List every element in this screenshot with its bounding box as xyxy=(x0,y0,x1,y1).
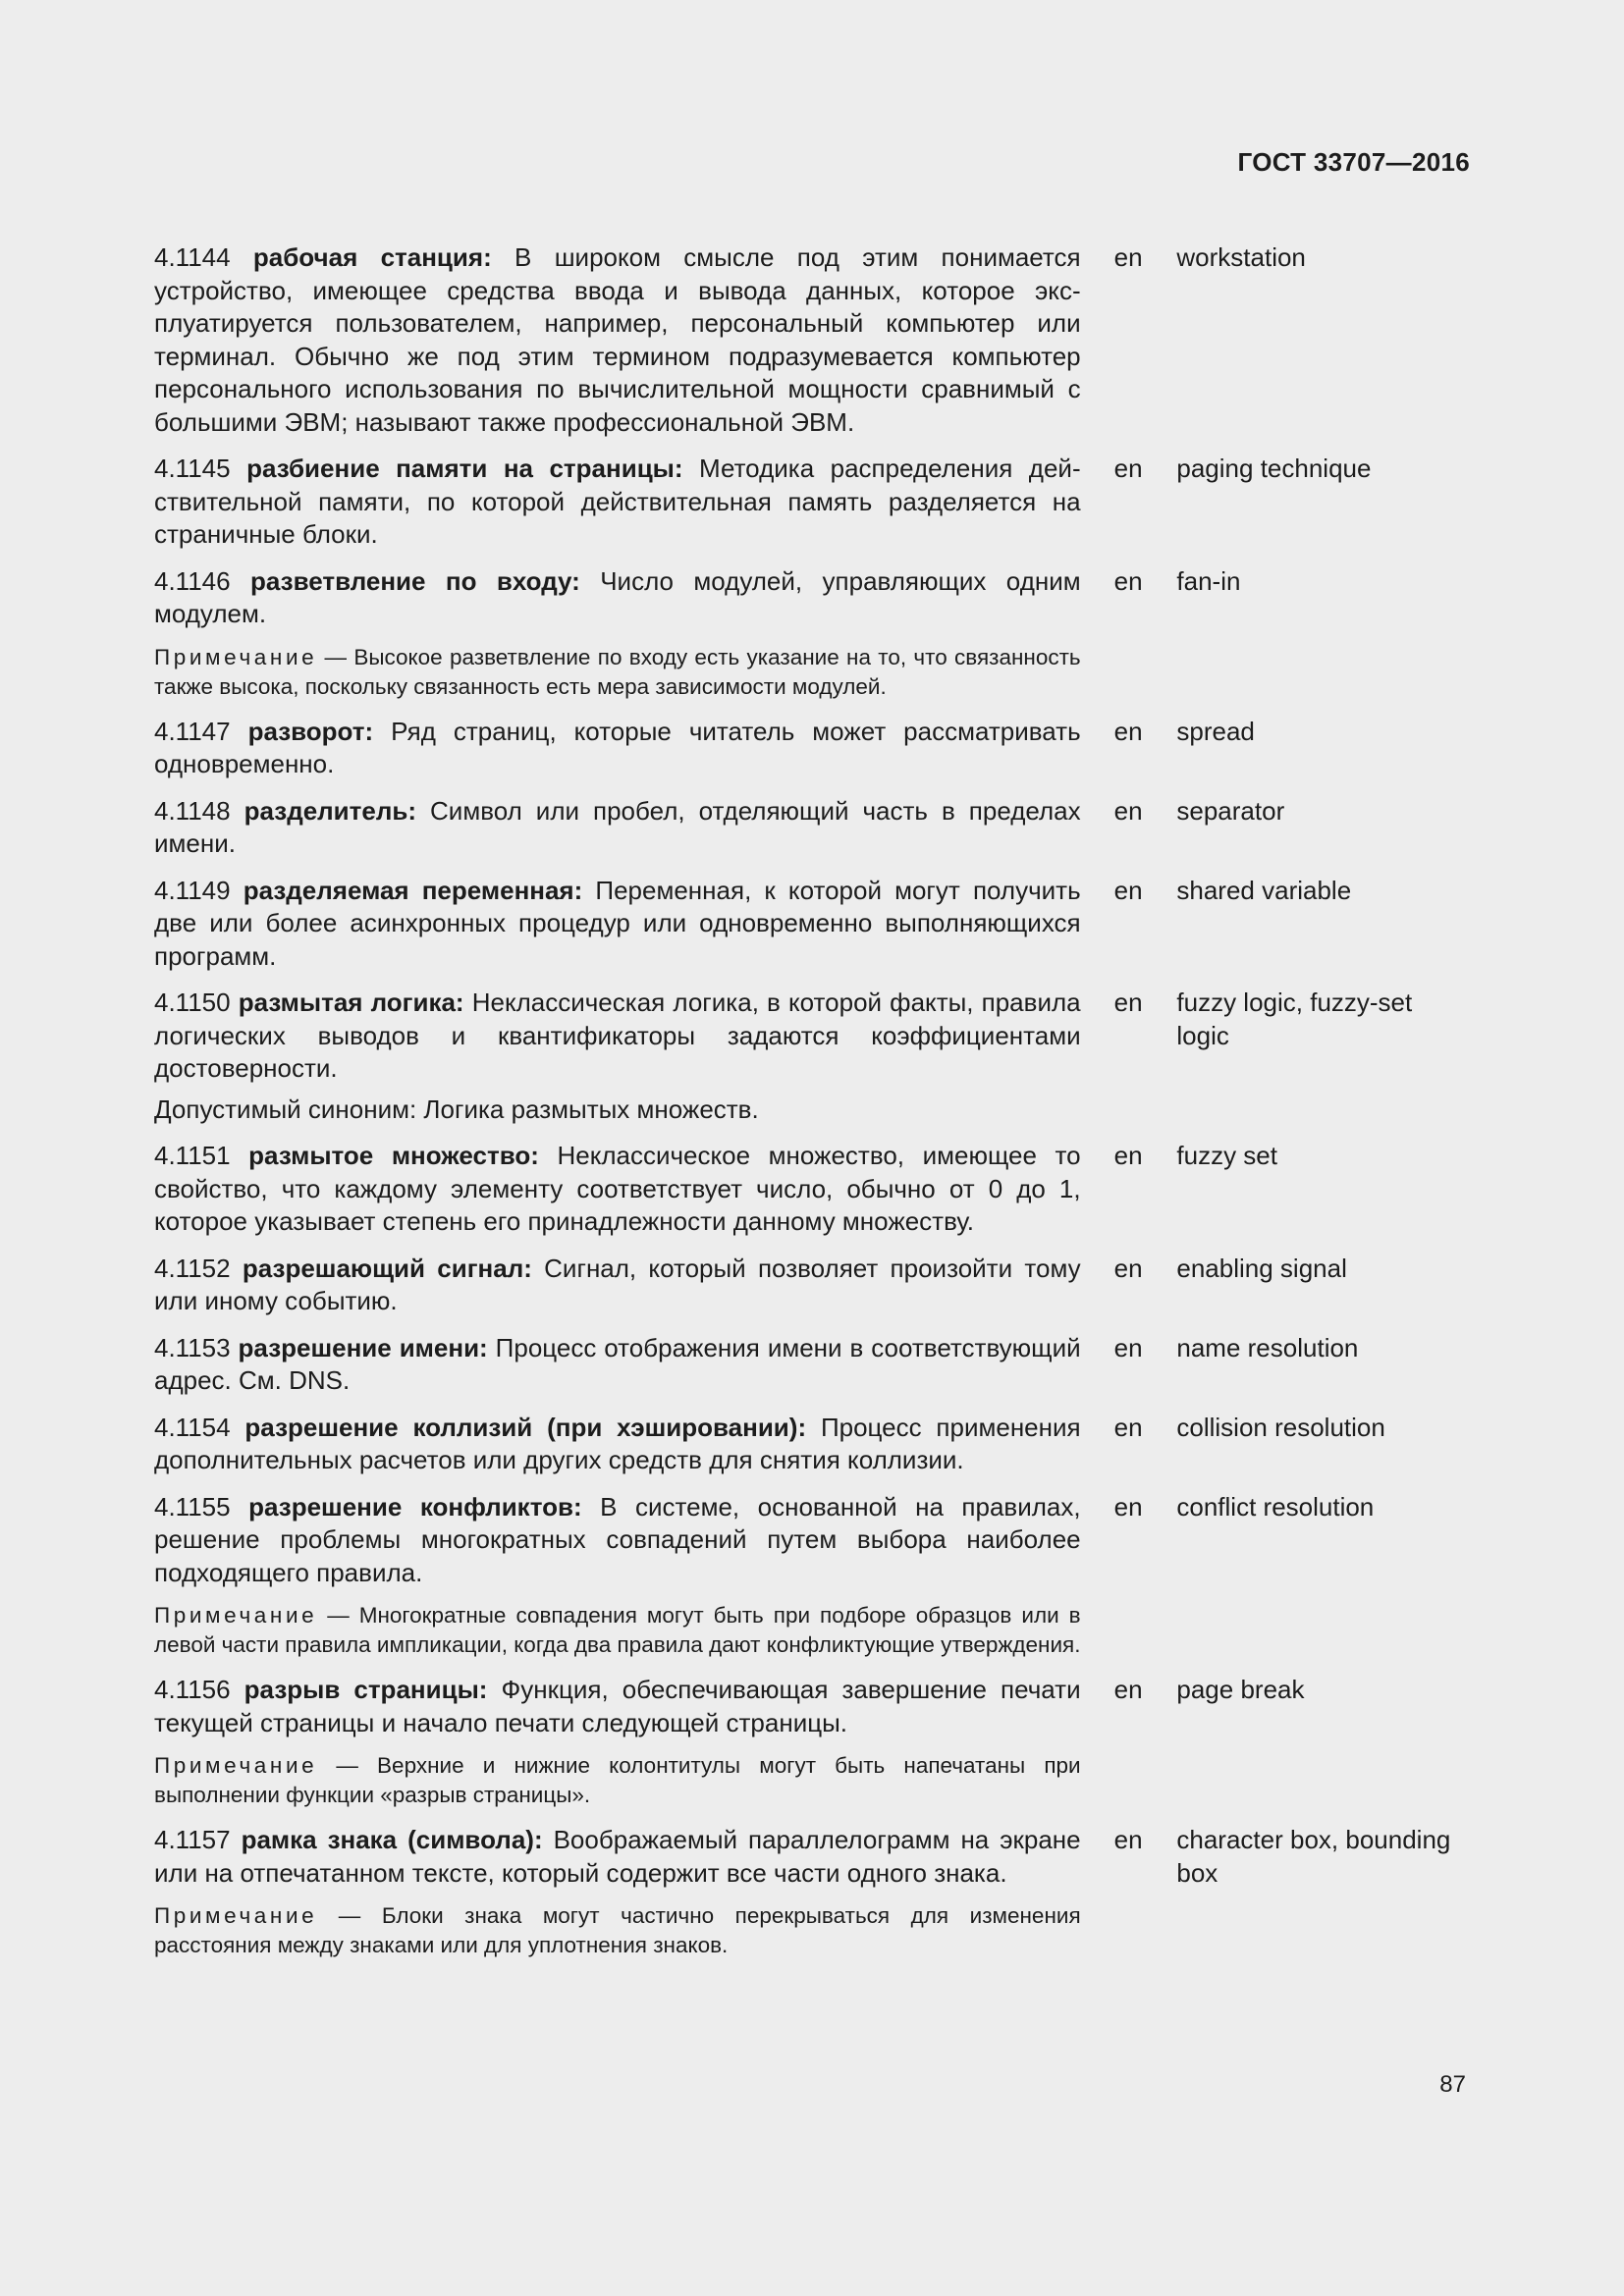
definition-text: Процесс отображения имени в соответствующий адрес. См. DNS. xyxy=(154,1332,1081,1395)
language-code: en xyxy=(1113,875,1143,905)
term-entry xyxy=(154,1332,1470,1398)
definition-text: Символ или пробел, отделяющий часть в пределах имени. xyxy=(154,795,1081,858)
note xyxy=(154,1601,1081,1660)
term-definition-block xyxy=(154,453,1081,552)
definition-text: Неклассическое множество, имеющее то свойство, что каждому элементу соответствует число, обычно от 0 до 1, которое указывает степень его принадлежности данному множеству. xyxy=(154,1141,1081,1236)
term-name: разрыв страницы: xyxy=(244,1675,488,1704)
note-text: — Высокое разветвление по входу есть указание на то, что связанность также высока, поскольку связанность есть мера зависимости модулей. xyxy=(154,644,1081,699)
term-number: 4.1157 xyxy=(154,1825,231,1854)
note-label: Примечание xyxy=(154,1753,318,1778)
term-name: рамка знака (символа): xyxy=(241,1825,543,1854)
term-entry xyxy=(154,1253,1470,1318)
term-name: разбиение памяти на страницы: xyxy=(246,454,683,483)
term-definition-block xyxy=(154,565,1081,702)
term-definition-block xyxy=(154,875,1081,974)
term-number: 4.1147 xyxy=(154,716,231,746)
english-equivalent: fuzzy set xyxy=(1176,1141,1277,1170)
term-number: 4.1146 xyxy=(154,565,231,596)
language-code: en xyxy=(1113,716,1143,746)
english-equivalent: shared variable xyxy=(1176,875,1352,905)
english-equivalent: fuzzy logic, fuzzy-set logic xyxy=(1176,988,1413,1050)
definition-text: Процесс применения дополнительных расчетов или других средств для снятия коллизии. xyxy=(154,1412,1081,1474)
language-code: en xyxy=(1113,1412,1143,1442)
term-entry xyxy=(154,1824,1470,1960)
english-equivalent: workstation xyxy=(1176,242,1306,272)
english-equivalent: name resolution xyxy=(1176,1332,1359,1362)
english-equivalent: character box, bounding box xyxy=(1176,1825,1451,1888)
note-label: Примечание xyxy=(154,1903,318,1928)
term-entry xyxy=(154,1412,1470,1477)
definition-text: Переменная, к которой могут получить две или более асинхронных процедур или одновременно выполняющихся программ. xyxy=(154,875,1081,971)
definition-paragraph xyxy=(154,987,1081,1086)
language-code: en xyxy=(1113,1675,1143,1704)
term-definition-block xyxy=(154,241,1081,439)
definition-text: Функция, обеспечивающая завершение печати текущей страницы и начало печати следующей страницы. xyxy=(154,1675,1081,1737)
term-name: разделяемая переменная: xyxy=(243,875,583,905)
term-name: размытая логика: xyxy=(238,988,464,1017)
term-name: разделитель: xyxy=(244,795,417,826)
term-entry xyxy=(154,453,1470,552)
definition-paragraph xyxy=(154,1491,1081,1590)
language-code: en xyxy=(1113,1253,1143,1283)
definition-paragraph xyxy=(154,1412,1081,1477)
definition-text: Ряд страниц, которые читатель может рассматривать одновременно. xyxy=(154,716,1081,778)
english-equivalent: separator xyxy=(1176,795,1285,826)
definition-text: Неклассическая логика, в которой факты, правила логических выводов и квантификаторы задаются коэффициентами достоверности. xyxy=(154,988,1081,1083)
note xyxy=(154,643,1081,702)
definition-paragraph xyxy=(154,875,1081,974)
page-number: 87 xyxy=(1439,2071,1466,2098)
definition-text: Методика распределения действительной памяти, по которой действительная память разделяется на страничные блоки. xyxy=(154,454,1081,549)
term-entry xyxy=(154,716,1470,781)
term-number: 4.1152 xyxy=(154,1253,231,1283)
english-equivalent: paging technique xyxy=(1176,454,1372,483)
language-code: en xyxy=(1113,795,1143,826)
note-text: — Верхние и нижние колонтитулы могут быть напечатаны при выполнении функции «разрыв страницы». xyxy=(154,1753,1081,1807)
english-equivalent: page break xyxy=(1176,1675,1305,1704)
english-equivalent: conflict resolution xyxy=(1176,1491,1375,1522)
language-code: en xyxy=(1113,988,1143,1017)
terms-list xyxy=(154,241,1470,1960)
term-name: разрешение конфликтов: xyxy=(248,1491,582,1522)
term-number: 4.1151 xyxy=(154,1141,231,1170)
term-definition-block xyxy=(154,795,1081,861)
term-name: разрешение коллизий (при хэшировании): xyxy=(244,1412,807,1442)
standard-header: ГОСТ 33707—2016 xyxy=(1237,147,1470,177)
term-definition-block xyxy=(154,1140,1081,1239)
language-code: en xyxy=(1113,454,1143,483)
definition-paragraph xyxy=(154,1253,1081,1318)
term-entry xyxy=(154,875,1470,974)
definition-paragraph xyxy=(154,1332,1081,1398)
term-name: размытое множество: xyxy=(248,1141,539,1170)
term-definition-block xyxy=(154,1491,1081,1661)
note-label: Примечание xyxy=(154,1603,318,1628)
definition-text: Число модулей, управляющих одним модулем. xyxy=(154,565,1081,628)
language-code: en xyxy=(1113,565,1143,596)
definition-text: Сигнал, который позволяет произойти тому или иному событию. xyxy=(154,1253,1081,1315)
term-number: 4.1145 xyxy=(154,454,231,483)
definition-paragraph xyxy=(154,716,1081,781)
english-equivalent: collision resolution xyxy=(1176,1412,1385,1442)
term-entry xyxy=(154,565,1470,702)
language-code: en xyxy=(1113,1825,1143,1854)
definition-paragraph xyxy=(154,453,1081,552)
language-code: en xyxy=(1113,1141,1143,1170)
note xyxy=(154,1751,1081,1810)
language-code: en xyxy=(1113,242,1143,272)
term-definition-block xyxy=(154,1824,1081,1960)
term-definition-block xyxy=(154,987,1081,1126)
term-name: разрешение имени: xyxy=(238,1332,488,1362)
definition-paragraph xyxy=(154,795,1081,861)
note-text: — Многократные совпадения могут быть при подборе образцов или в левой части правила импликации, когда два правила дают конфликтующие утверждения. xyxy=(154,1603,1081,1657)
note-text: — Блоки знака могут частично перекрываться для изменения расстояния между знаками или для уплотнения знаков. xyxy=(154,1903,1081,1957)
term-entry xyxy=(154,1674,1470,1810)
term-number: 4.1153 xyxy=(154,1332,231,1362)
definition-text: В широком смысле под этим понимается устройство, имеющее средства ввода и вывода данных, которое эксплуатируется пользователем, например, персональный компьютер или терминал. Обычно же под этим термином подразумевается компьютер персонального использования по вычислительной мощности сравнимый с большими ЭВМ; называют также профессиональной ЭВМ. xyxy=(154,242,1081,437)
term-number: 4.1148 xyxy=(154,795,231,826)
term-number: 4.1144 xyxy=(154,242,231,272)
term-entry xyxy=(154,795,1470,861)
synonym-line: Допустимый синоним: Логика размытых множеств. xyxy=(154,1094,759,1124)
term-definition-block xyxy=(154,716,1081,781)
language-code: en xyxy=(1113,1491,1143,1522)
term-entry xyxy=(154,241,1470,439)
definition-paragraph xyxy=(154,565,1081,631)
term-name: разрешающий сигнал: xyxy=(242,1253,532,1283)
term-number: 4.1156 xyxy=(154,1675,231,1704)
term-number: 4.1149 xyxy=(154,875,231,905)
note xyxy=(154,1901,1081,1960)
definition-paragraph xyxy=(154,241,1081,439)
term-name: разветвление по входу: xyxy=(250,565,580,596)
term-definition-block xyxy=(154,1674,1081,1810)
language-code: en xyxy=(1113,1332,1143,1362)
english-equivalent: enabling signal xyxy=(1176,1253,1347,1283)
definition-text: В системе, основанной на правилах, решение проблемы многократных совпадений путем выбора наиболее подходящего правила. xyxy=(154,1491,1081,1587)
term-name: рабочая станция: xyxy=(252,242,492,272)
term-name: разворот: xyxy=(247,716,374,746)
note-label: Примечание xyxy=(154,644,318,669)
english-equivalent: spread xyxy=(1176,716,1255,746)
term-definition-block xyxy=(154,1332,1081,1398)
term-number: 4.1150 xyxy=(154,988,231,1017)
definition-paragraph xyxy=(154,1140,1081,1239)
english-equivalent: fan-in xyxy=(1176,565,1241,596)
definition-paragraph xyxy=(154,1824,1081,1890)
term-number: 4.1155 xyxy=(154,1491,231,1522)
term-entry xyxy=(154,987,1470,1126)
term-number: 4.1154 xyxy=(154,1412,231,1442)
term-definition-block xyxy=(154,1412,1081,1477)
term-entry xyxy=(154,1491,1470,1661)
term-entry xyxy=(154,1140,1470,1239)
term-definition-block xyxy=(154,1253,1081,1318)
definition-paragraph xyxy=(154,1674,1081,1739)
definition-text: Воображаемый параллелограмм на экране или на отпечатанном тексте, который содержит все части одного знака. xyxy=(154,1825,1081,1888)
